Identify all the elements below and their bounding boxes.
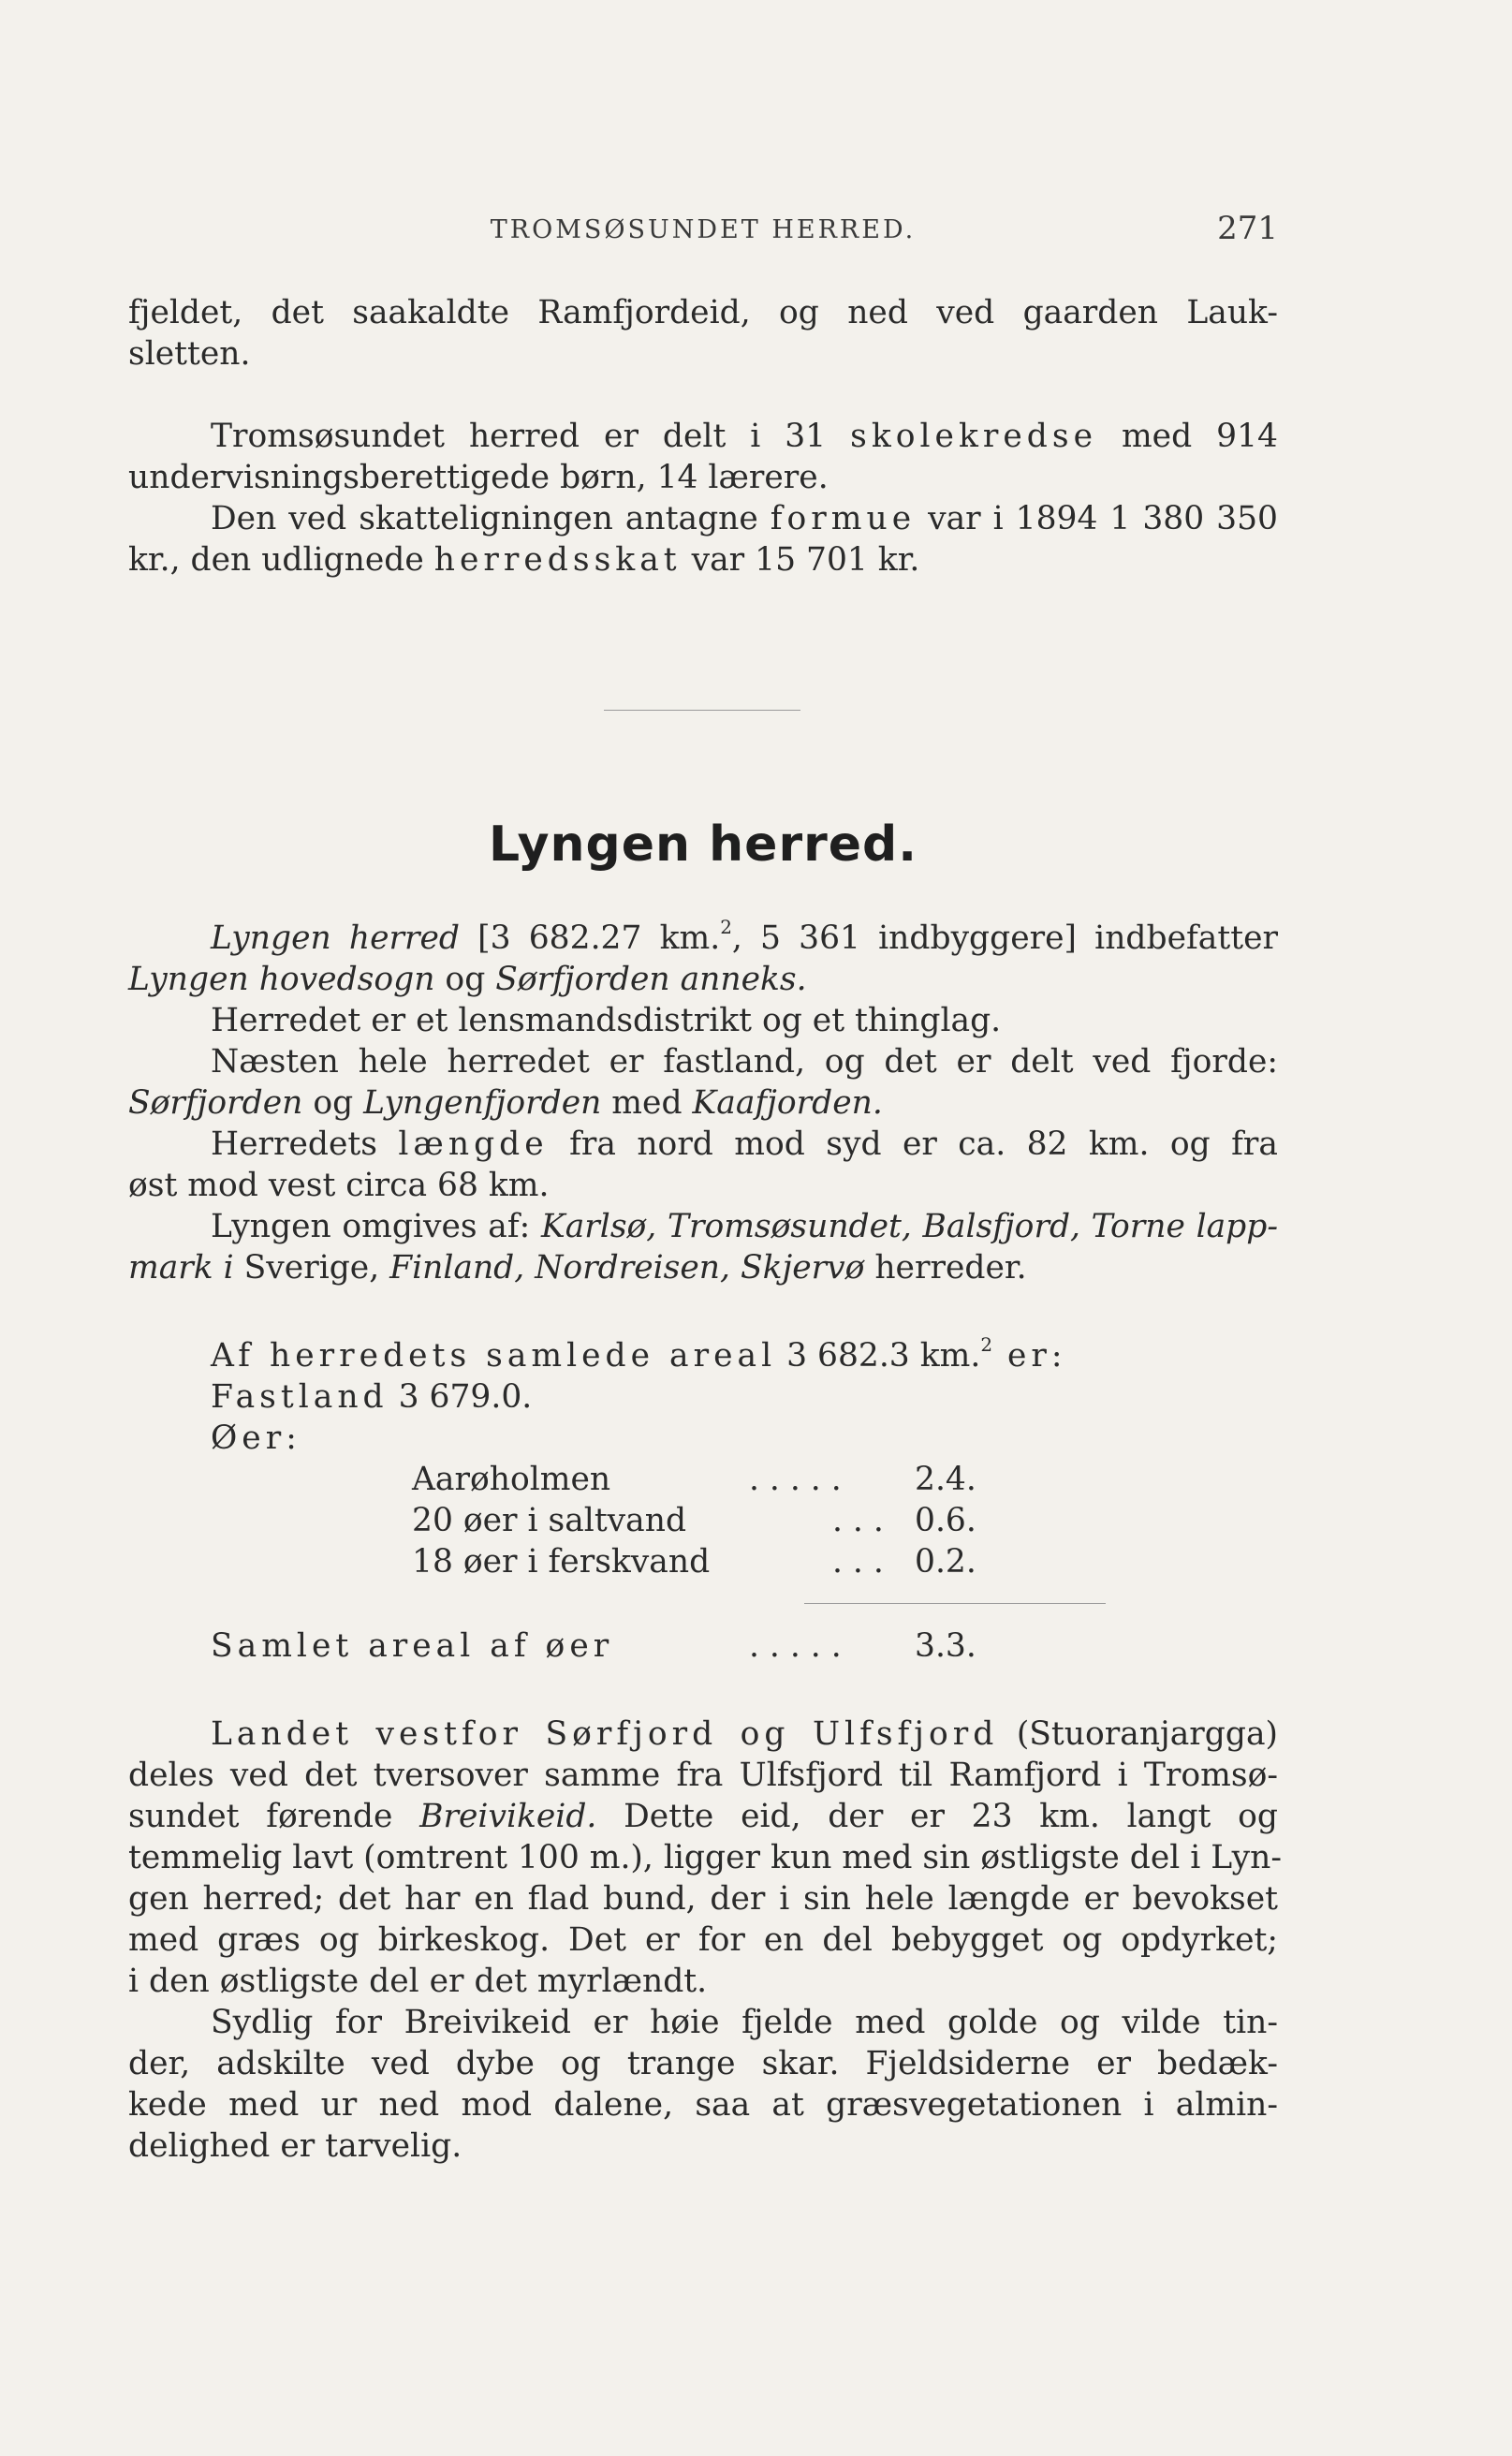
- text-span: Tromsøsundet herred er delt i 31: [211, 418, 851, 455]
- spaced-term: Af herredets samlede areal: [211, 1337, 777, 1375]
- italic-text: Lyngenfjorden: [363, 1084, 602, 1122]
- italic-text: Sørfjorden: [128, 1084, 303, 1122]
- text-span: Dette eid, der er 23 km. langt og: [596, 1798, 1278, 1835]
- italic-text: Breivikeid.: [419, 1798, 597, 1835]
- text-line: sletten.: [128, 335, 251, 373]
- text-line: temmelig lavt (omtrent 100 m.), ligger kun med sin østligste del i Lyn-: [128, 1839, 1282, 1876]
- text-line: kede med ur ned mod dalene, saa at græsvegetationen i almin-: [128, 2086, 1278, 2124]
- text-span: var i 1894 1 380 350: [916, 500, 1278, 537]
- text-span: Sverige,: [233, 1249, 390, 1287]
- text-line: [128, 1082, 1278, 1124]
- text-span: Den ved skatteligningen antagne: [211, 500, 771, 537]
- superscript: 2: [720, 915, 732, 938]
- table-row-dots: . . .: [832, 1502, 884, 1539]
- text-line: der, adskilte ved dybe og trange skar. Fjeldsiderne er bedæk-: [128, 2045, 1278, 2082]
- section-divider: [604, 710, 800, 711]
- spaced-term: Samlet areal af øer: [211, 1627, 614, 1665]
- text-line: [128, 1796, 1278, 1837]
- islands-total-label: [211, 1625, 613, 1667]
- table-row-dots: . . . . .: [749, 1627, 842, 1665]
- italic-text: mark i: [128, 1249, 234, 1287]
- superscript: 2: [980, 1332, 993, 1356]
- spaced-term: længde: [398, 1125, 549, 1163]
- text-span: og: [302, 1084, 364, 1122]
- text-line: Næsten hele herredet er fastland, og det er delt ved fjorde:: [211, 1043, 1278, 1081]
- area-value: 3 682.3 km.: [776, 1337, 981, 1375]
- text-line: [128, 915, 1278, 959]
- text-span: Lyngen omgives af:: [211, 1208, 541, 1245]
- italic-text: Finland, Nordreisen, Skjervø: [389, 1249, 865, 1287]
- spaced-term: herredsskat: [433, 541, 682, 579]
- text-line: [128, 1247, 1278, 1288]
- text-span: sundet førende: [128, 1798, 420, 1835]
- text-line: [128, 959, 1278, 1000]
- text-line: fjeldet, det saakaldte Ramfjordeid, og ned ved gaarden Lauk-: [128, 294, 1278, 331]
- text-line: Herredet er et lensmandsdistrikt og et thinglag.: [211, 1002, 1002, 1039]
- table-row-value: 3.3.: [915, 1627, 976, 1665]
- table-row-value: 2.4.: [915, 1461, 976, 1498]
- text-span: Herredets: [211, 1125, 399, 1163]
- table-row-value: 0.6.: [915, 1502, 976, 1539]
- text-line: gen herred; det har en flad bund, der i sin hele længde er bevokset: [128, 1880, 1278, 1918]
- text-line: øst mod vest circa 68 km.: [128, 1167, 550, 1204]
- table-row-dots: . . .: [832, 1543, 884, 1581]
- text-line: [128, 1713, 1278, 1755]
- italic-text: Lyngen hovedsogn: [128, 961, 435, 998]
- text-line: Sydlig for Breivikeid er høie fjelde med golde og vilde tin-: [211, 2004, 1278, 2041]
- text-span: og: [434, 961, 496, 998]
- text-line: [128, 539, 1278, 581]
- spaced-term: skolekredse: [850, 418, 1097, 455]
- table-row-value: 0.2.: [915, 1543, 976, 1581]
- text-span: med 914: [1097, 418, 1278, 455]
- text-line: [128, 416, 1278, 457]
- text-line: undervisningsberettigede børn, 14 lærere.: [128, 459, 829, 496]
- sum-rule: [804, 1603, 1106, 1604]
- text-line: med græs og birkeskog. Det er for en del bebygget og opdyrket;: [128, 1921, 1278, 1959]
- text-span: med: [601, 1084, 693, 1122]
- spaced-term: formue: [770, 500, 917, 537]
- text-span: [3 682.27 km.: [460, 919, 721, 957]
- text-span: er:: [992, 1337, 1067, 1375]
- text-line: [128, 498, 1278, 539]
- text-line: [128, 1124, 1278, 1165]
- islands-label: [211, 1418, 301, 1459]
- text-line: [128, 1206, 1278, 1247]
- area-value: 3 679.0.: [388, 1378, 533, 1416]
- text-span: , 5 361 indbyggere] indbefatter: [731, 919, 1278, 957]
- text-span: herreder.: [864, 1249, 1027, 1287]
- italic-text: Kaafjorden.: [692, 1084, 883, 1122]
- section-heading: Lyngen herred.: [489, 816, 917, 873]
- text-line: deles ved det tversover samme fra Ulfsfjord til Ramfjord i Tromsø-: [128, 1757, 1278, 1794]
- text-span: kr., den udlignede: [128, 541, 434, 579]
- text-span: var 15 701 kr.: [681, 541, 920, 579]
- table-row-label: Aarøholmen: [412, 1461, 611, 1498]
- text-line: i den østligste del er det myrlændt.: [128, 1963, 708, 2000]
- text-line: delighed er tarvelig.: [128, 2127, 462, 2165]
- spaced-term: Fastland: [211, 1378, 389, 1416]
- page-number: 271: [1217, 210, 1278, 247]
- fastland-line: [211, 1376, 532, 1418]
- table-row-label: 20 øer i saltvand: [412, 1502, 687, 1539]
- table-row-dots: . . . . .: [749, 1461, 842, 1498]
- spaced-term: Øer:: [211, 1419, 301, 1457]
- area-total-line: [211, 1332, 1067, 1376]
- running-header: [128, 208, 1278, 255]
- running-title: TROMSØSUNDET HERRED.: [490, 215, 917, 244]
- italic-text: Lyngen herred: [211, 919, 461, 957]
- text-span: fra nord mod syd er ca. 82 km. og fra: [548, 1125, 1278, 1163]
- spaced-term: Landet vestfor Sørfjord og Ulfsfjord: [211, 1715, 999, 1753]
- italic-text: Karlsø, Tromsøsundet, Balsfjord, Torne lapp-: [540, 1208, 1279, 1245]
- text-span: (Stuoranjargga): [998, 1715, 1278, 1753]
- table-row-label: 18 øer i ferskvand: [412, 1543, 711, 1581]
- italic-text: Sørfjorden anneks.: [495, 961, 807, 998]
